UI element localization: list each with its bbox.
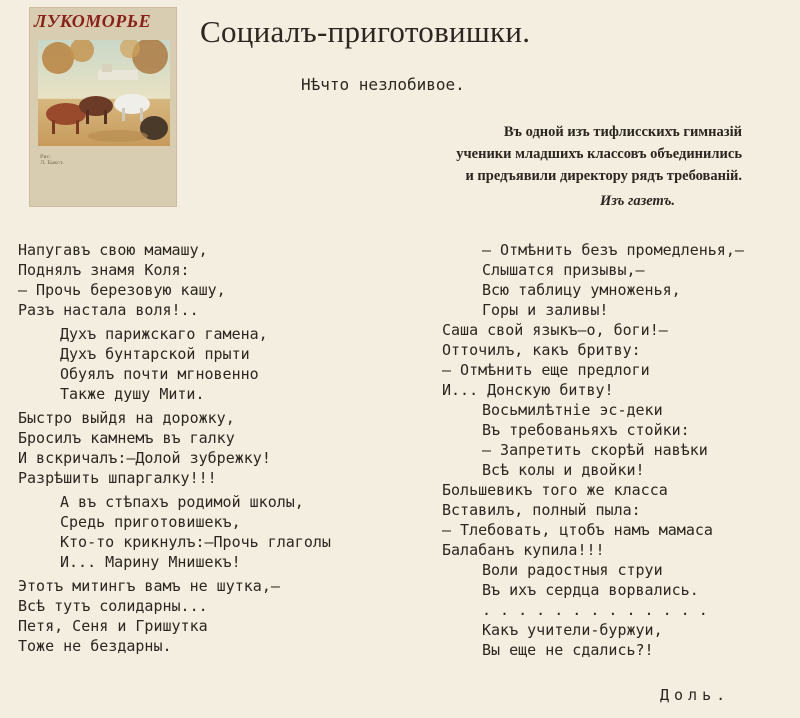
poem-line: Вы еще не сдались?! (482, 641, 654, 659)
poem-line: — Тлебовать, цтобъ намъ мамаса (442, 521, 713, 539)
poem-line: Также душу Мити. (60, 385, 205, 403)
poem-line: Разрѣшить шпаргалку!!! (18, 469, 217, 487)
poem-line: — Запретить скорѣй навѣки (482, 441, 708, 459)
poem-line: Восьмилѣтніе эс-деки (482, 401, 663, 419)
poem-line: Духъ парижскаго гамена, (60, 325, 268, 343)
poem-line: Какъ учители-буржуи, (482, 621, 663, 639)
poem-line: Духъ бунтарской прыти (60, 345, 250, 363)
stanza (18, 492, 331, 572)
stanza (18, 576, 331, 656)
cattle-illustration-icon (38, 40, 170, 146)
poem-line: Тоже не бездарны. (18, 637, 172, 655)
poem-line: Всю таблицу умноженья, (482, 281, 681, 299)
poem-line: Поднялъ знамя Коля: (18, 261, 190, 279)
poem-line: Въ ихъ сердца ворвались. (482, 581, 699, 599)
poem-line: Саша свой языкъ—о, боги!— (442, 321, 668, 339)
author-signature: Доль. (660, 686, 731, 704)
epigraph-line: Въ одной изъ тифлисскихъ гимназій (503, 124, 742, 140)
poem-line: Бросилъ камнемъ въ галку (18, 429, 235, 447)
poem-line: Вставилъ, полный пыла: (442, 501, 641, 519)
poem-line: Петя, Сеня и Гришутка (18, 617, 208, 635)
poem-line: И вскричалъ:—Долой зубрежку! (18, 449, 271, 467)
poem-line: Слышатся призывы,— (482, 261, 645, 279)
magazine-cover (30, 8, 176, 206)
poem-line: Всѣ тутъ солидарны... (18, 597, 208, 615)
poem-line: Въ требованьяхъ стойки: (482, 421, 690, 439)
poem-line: Воли радостныя струи (482, 561, 663, 579)
poem-title: Социалъ-приготовишки. (200, 14, 531, 49)
stanza (18, 240, 331, 320)
stanza (18, 324, 331, 404)
cover-caption: Рис. Л. Бакст. (40, 154, 65, 166)
poem-line: И... Марину Мнишекъ! (60, 553, 241, 571)
poem-line: Разъ настала воля!.. (18, 301, 199, 319)
stanza (18, 408, 331, 488)
epigraph-source: Изъ газетъ. (600, 193, 676, 209)
poem-line: Быстро выйдя на дорожку, (18, 409, 235, 427)
poem-line: — Отмѣнить безъ промедленья,— (482, 241, 744, 259)
poem-line: И... Донскую битву! (442, 381, 614, 399)
poem-right-column (442, 240, 744, 660)
poem-line: А въ стѣпахъ родимой школы, (60, 493, 304, 511)
poem-line: Напугавъ свою мамашу, (18, 241, 208, 259)
epigraph-line: ученики младшихъ классовъ объединились (456, 146, 742, 162)
poem-subtitle: Нѣчто незлобивое. (301, 75, 465, 94)
poem-left-column (18, 240, 331, 656)
poem-line: Кто-то крикнулъ:—Прочь глаголы (60, 533, 331, 551)
poem-line: Отточилъ, какъ бритву: (442, 341, 641, 359)
poem-line: Всѣ колы и двойки! (482, 461, 645, 479)
magazine-title: ЛУКОМОРЬЕ (34, 11, 152, 31)
poem-line: — Прочь березовую кашу, (18, 281, 226, 299)
poem-line: Обуялъ почти мгновенно (60, 365, 259, 383)
poem-line: Средь приготовишекъ, (60, 513, 241, 531)
poem-line: . . . . . . . . . . . . . (482, 601, 708, 619)
poem-line: Балабанъ купила!!! (442, 541, 605, 559)
epigraph-line: и предъявили директору рядъ требованій. (465, 168, 742, 184)
poem-line: Горы и заливы! (482, 301, 609, 319)
cover-illustration (38, 40, 170, 146)
epigraph (390, 121, 742, 187)
poem-line: — Отмѣнить еще предлоги (442, 361, 650, 379)
poem-line: Этотъ митингъ вамъ не шутка,— (18, 577, 280, 595)
poem-line: Большевикъ того же класса (442, 481, 668, 499)
